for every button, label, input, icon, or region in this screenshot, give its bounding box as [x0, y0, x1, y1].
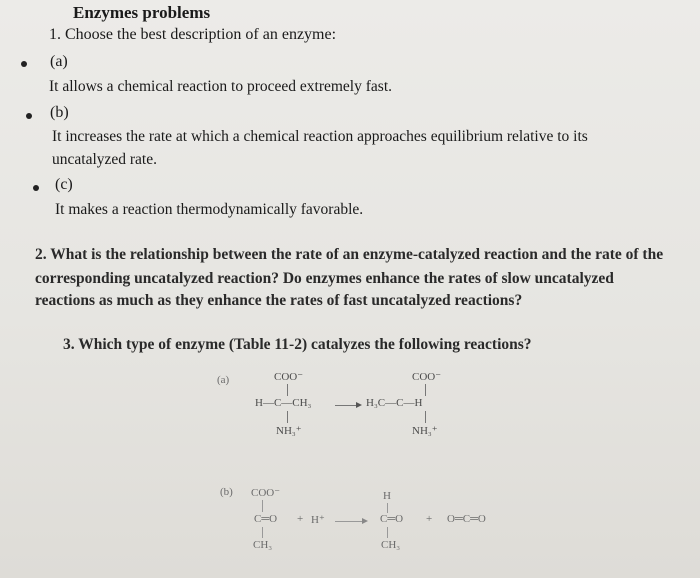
bond-line: [262, 527, 263, 538]
reaction-b-right-top: H: [383, 490, 391, 502]
reaction-a-label: (a): [217, 374, 230, 386]
reaction-a-right-top: COO⁻: [412, 371, 442, 383]
reaction-b-left-top: COO⁻: [251, 487, 281, 499]
option-a-label: (a): [50, 53, 68, 70]
reaction-arrow: [335, 405, 357, 406]
bond-line: [425, 411, 426, 423]
question-2-line2: corresponding uncatalyzed reaction? Do enzymes enhance the rates of slow uncatalyzed: [35, 270, 614, 287]
question-2-line1: 2. What is the relationship between the rate of an enzyme-catalyzed reaction and the rate of the: [35, 246, 664, 263]
bullet-icon: [21, 61, 27, 67]
question-2-line3: reactions as much as they enhance the rates of fast uncatalyzed reactions?: [35, 292, 523, 309]
option-b-label: (b): [50, 104, 69, 121]
bond-line: [262, 500, 263, 512]
reaction-b-left-mid: C═O: [254, 513, 278, 525]
reaction-a-left-top: COO⁻: [274, 371, 304, 383]
option-a-text: It allows a chemical reaction to proceed extremely fast.: [49, 78, 392, 95]
option-c-label: (c): [55, 176, 73, 193]
bond-line: [425, 384, 426, 396]
bond-line: [387, 503, 388, 513]
reaction-a-left-bottom: NH₃⁺: [276, 425, 302, 437]
option-b-text-line1: It increases the rate at which a chemical reaction approaches equilibrium relative to its: [52, 128, 588, 145]
reaction-a-right-mid: H₃C—C—H: [366, 397, 423, 409]
reaction-b-left-bottom: CH₃: [253, 539, 273, 551]
reaction-a-right-bottom: NH₃⁺: [412, 425, 438, 437]
reaction-arrow: [335, 521, 363, 522]
reaction-b-right-mid: C═O: [380, 513, 404, 525]
option-b-text-line2: uncatalyzed rate.: [52, 151, 157, 168]
reaction-b-plus: +: [426, 513, 433, 525]
reaction-b-label: (b): [220, 486, 233, 498]
page-title: Enzymes problems: [73, 3, 211, 22]
option-c-text: It makes a reaction thermodynamically favorable.: [55, 201, 364, 218]
question-1-prompt: 1. Choose the best description of an enzyme:: [49, 26, 337, 43]
reaction-a-left-mid: H—C—CH₃: [255, 397, 312, 409]
bond-line: [387, 527, 388, 538]
bond-line: [287, 411, 288, 423]
arrow-head-icon: [356, 402, 362, 408]
arrow-head-icon: [362, 518, 368, 524]
question-3-prompt: 3. Which type of enzyme (Table 11-2) catalyzes the following reactions?: [63, 336, 532, 353]
reaction-b-proton: H⁺: [311, 514, 325, 526]
bullet-icon: [26, 113, 32, 119]
reaction-b-right-bottom: CH₃: [381, 539, 401, 551]
reaction-b-co2: O═C═O: [447, 513, 486, 525]
bond-line: [287, 384, 288, 396]
bullet-icon: [33, 185, 39, 191]
reaction-b-plus: +: [297, 513, 304, 525]
